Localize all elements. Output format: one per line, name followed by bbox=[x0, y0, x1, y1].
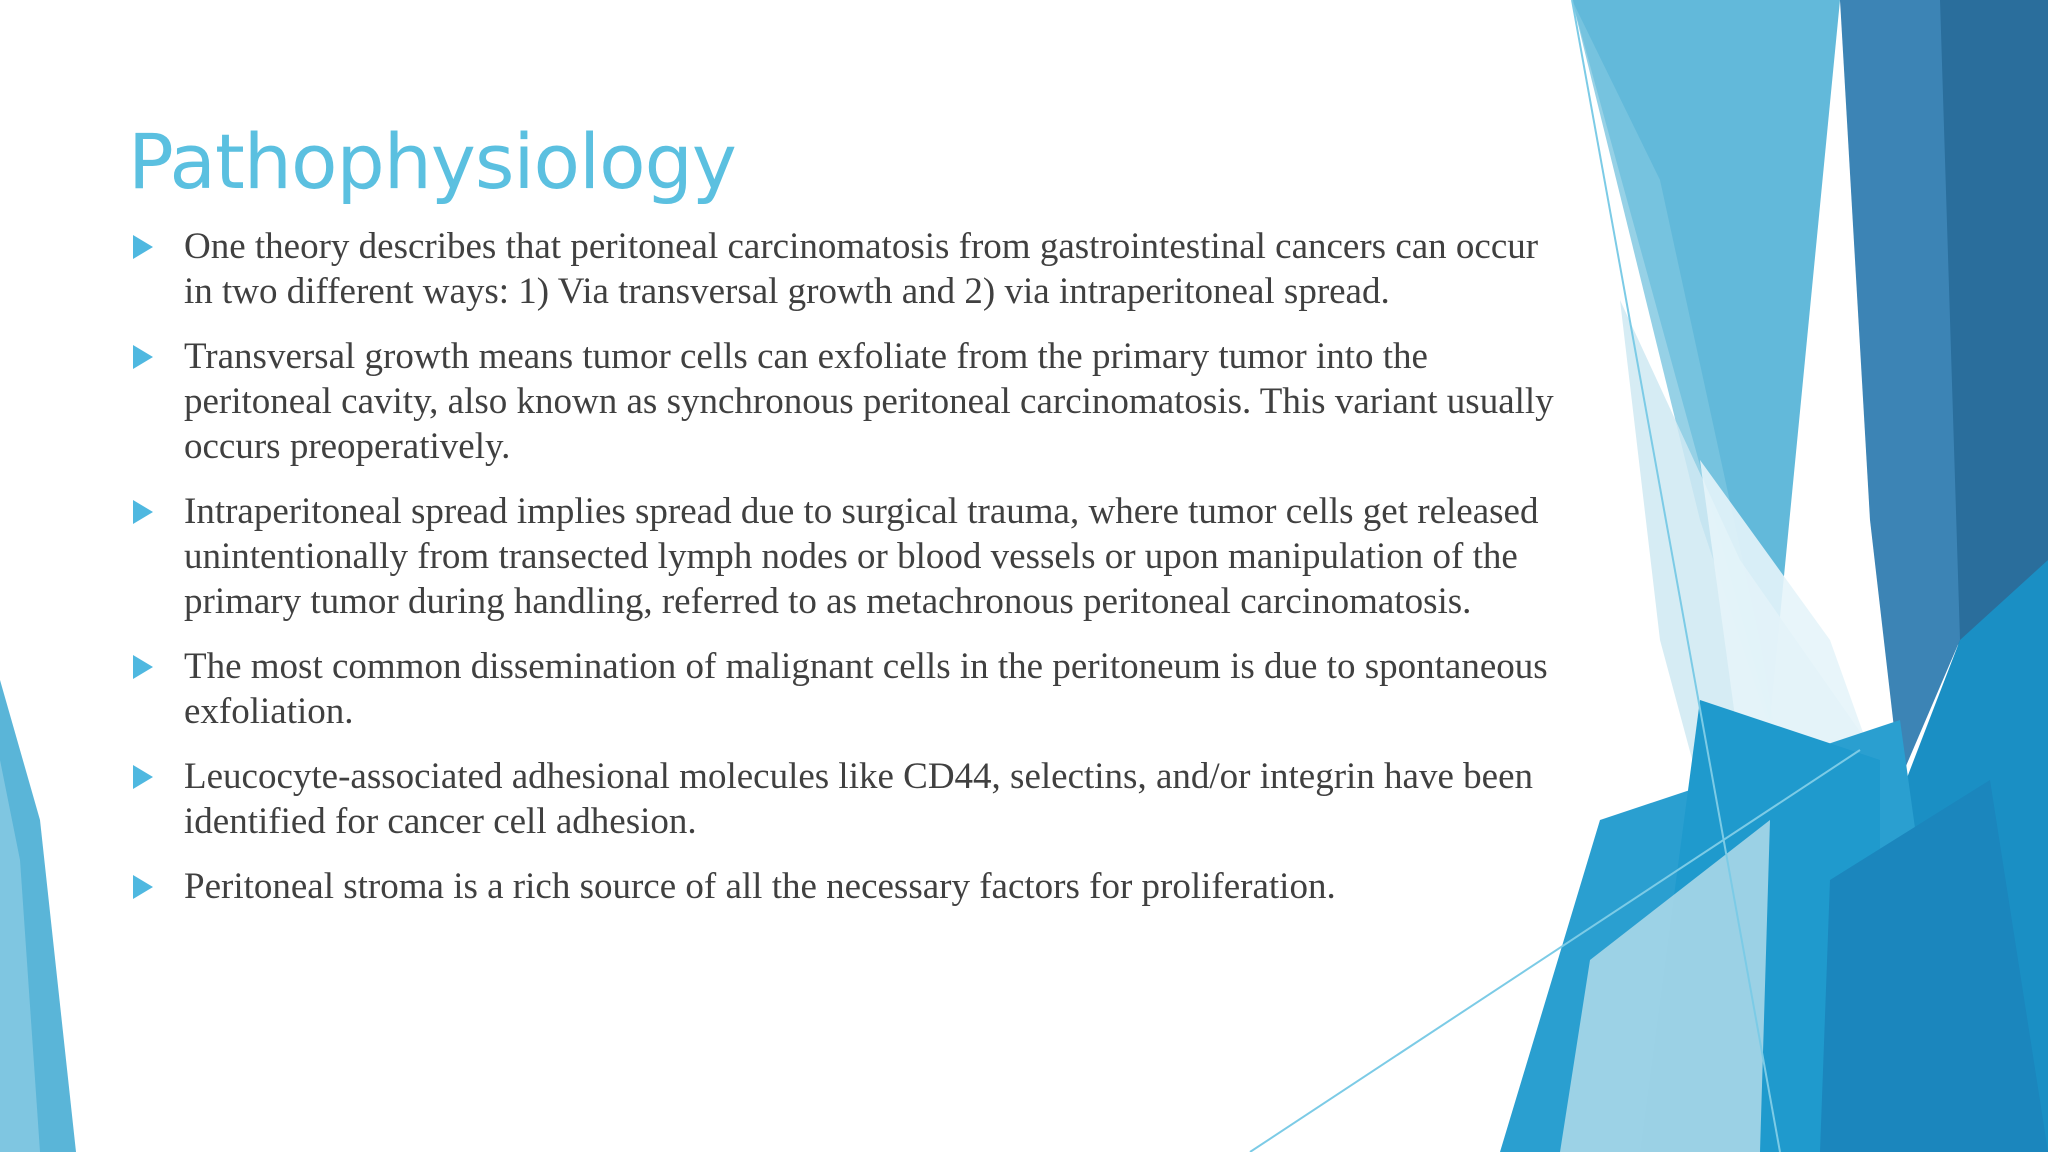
bullet-item bbox=[128, 334, 1568, 469]
bullet-item bbox=[128, 489, 1568, 624]
bullet-text: Intraperitoneal spread implies spread due to surgical trauma, where tumor cells get released unintentionally from transected lymph nodes or blood vessels or upon manipulation of the primary tumor during handling, referred to as metachronous peritoneal carcinomatosis. bbox=[184, 491, 1539, 622]
triangle-bullet-icon bbox=[128, 864, 184, 909]
triangle-bullet-icon bbox=[128, 224, 184, 269]
bullet-list bbox=[128, 224, 1568, 929]
bullet-text: One theory describes that peritoneal carcinomatosis from gastrointestinal cancers can occur in two different ways: 1) Via transversal growth and 2) via intraperitoneal spread. bbox=[184, 226, 1539, 312]
bullet-text: The most common dissemination of malignant cells in the peritoneum is due to spontaneous exfoliation. bbox=[184, 646, 1548, 732]
bullet-text: Peritoneal stroma is a rich source of all the necessary factors for proliferation. bbox=[184, 866, 1336, 907]
slide-title: Pathophysiology bbox=[128, 117, 736, 206]
bullet-text: Transversal growth means tumor cells can exfoliate from the primary tumor into the peritoneal cavity, also known as synchronous peritoneal carcinomatosis. This variant usually occurs preoperatively. bbox=[184, 336, 1554, 467]
triangle-bullet-icon bbox=[128, 334, 184, 379]
bullet-item bbox=[128, 644, 1568, 734]
triangle-bullet-icon bbox=[128, 754, 184, 799]
bullet-item bbox=[128, 864, 1568, 909]
triangle-bullet-icon bbox=[128, 489, 184, 534]
bullet-item bbox=[128, 224, 1568, 314]
facet-shape bbox=[1840, 0, 1960, 780]
triangle-bullet-icon bbox=[128, 644, 184, 689]
bullet-text: Leucocyte-associated adhesional molecules like CD44, selectins, and/or integrin have been identified for cancer cell adhesion. bbox=[184, 756, 1534, 842]
bullet-item bbox=[128, 754, 1568, 844]
